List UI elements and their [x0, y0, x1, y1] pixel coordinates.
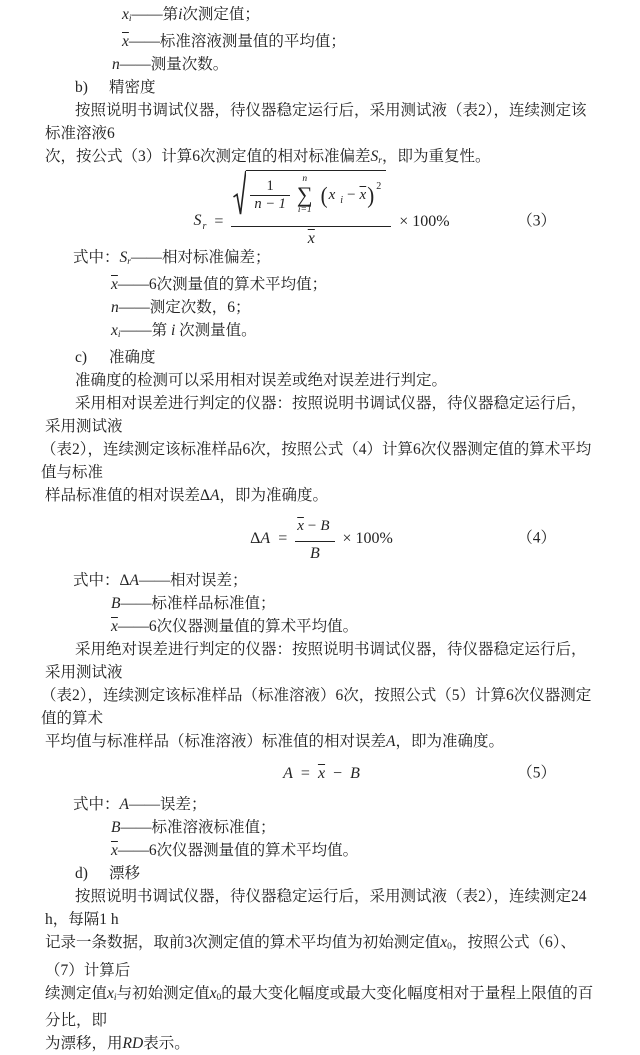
text-segment: 0: [447, 941, 452, 953]
where-clause-line: [111, 839, 598, 862]
summation: [297, 175, 313, 216]
text-segment: 准确度的检测可以采用相对误差或绝对误差进行判定。: [75, 372, 448, 390]
text-segment: A: [119, 796, 129, 814]
text-segment: $\overline{x}$: [111, 276, 118, 294]
main-fraction: [231, 170, 391, 248]
formula-3-expression: [193, 170, 449, 248]
paragraph-line: [41, 684, 598, 730]
text-segment: $\overline{x}$: [111, 842, 118, 860]
section-heading-c: [75, 346, 598, 369]
text-segment: 次测量值。: [175, 322, 257, 340]
variable-xbar: $\overline{x}$: [359, 186, 367, 203]
sum-upper-limit: n: [302, 174, 308, 185]
paragraph-line: [45, 931, 598, 981]
text-segment: 续测定值: [45, 984, 108, 1002]
text-segment: 的最大变化幅度或最大变化幅度相对于量程上限值的百分比，即: [45, 984, 594, 1029]
text-segment: 式中：Δ: [73, 572, 130, 590]
where-clause-line: [111, 816, 598, 839]
where-clause-line: [73, 246, 598, 273]
where-clause-line: [111, 615, 598, 638]
text-segment: S: [370, 148, 379, 166]
variable-B: B: [320, 517, 330, 534]
definition-line-xbar: [122, 30, 598, 53]
text-segment: 式中：: [73, 249, 120, 267]
formula-3-lhs: [193, 209, 206, 234]
text-segment: A: [209, 487, 220, 505]
equation-number-4: （4）: [517, 529, 556, 547]
text-segment: $\overline{x}$: [111, 618, 118, 636]
text-segment: 按照说明书调试仪器，待仪器稳定运行后，采用测试液（表2），连续测定该标准溶液6: [45, 102, 587, 143]
formula-5-expression: [283, 762, 360, 785]
text-segment: ——第: [131, 6, 179, 23]
variable-B: B: [350, 764, 360, 782]
text-segment: 与初始测定值: [116, 984, 210, 1002]
formula-4-expression: [250, 514, 393, 563]
text-segment: n: [111, 299, 119, 317]
minus-sign: −: [307, 517, 317, 534]
formula-4-lhs: [250, 527, 270, 550]
variable-S: S: [193, 211, 202, 229]
minus-sign: −: [347, 186, 356, 203]
text-segment: ，即为准确度。: [219, 487, 328, 505]
text-segment: ——标准样品标准值；: [120, 595, 276, 613]
formula-4: [45, 507, 598, 569]
paragraph-line: [45, 145, 598, 172]
text-segment: ，即为重复性。: [382, 148, 491, 166]
text-segment: ——6次仪器测量值的算术平均值。: [117, 842, 359, 860]
paragraph-line: [41, 438, 598, 484]
text-segment: A: [129, 572, 139, 590]
section-title: 漂移: [109, 865, 141, 883]
squared-term: [320, 181, 382, 209]
text-segment: x: [209, 984, 217, 1002]
where-clause-line: [111, 592, 598, 615]
variable-xbar: $\overline{x}$: [297, 517, 304, 534]
equals-sign: =: [278, 529, 288, 547]
times-100-percent: × 100%: [399, 212, 450, 230]
variable-B: B: [309, 544, 320, 562]
fraction-numerator: [231, 170, 391, 226]
section-marker: b): [75, 79, 88, 97]
text-segment: x: [111, 322, 118, 340]
text-segment: 式中：: [73, 796, 120, 814]
text-segment: i: [178, 6, 183, 23]
text-segment: i: [170, 322, 176, 340]
minus-sign: −: [333, 764, 343, 782]
times-100-percent: × 100%: [342, 529, 393, 547]
text-segment: x: [107, 984, 114, 1002]
fraction-numerator: [295, 514, 334, 541]
where-clause-line: [111, 319, 598, 346]
variable-xbar: $\overline{x}$: [307, 229, 315, 247]
where-clause-line: [73, 569, 598, 592]
section-title: 准确度: [109, 349, 156, 367]
exponent-2: 2: [376, 181, 382, 193]
term-xi-minus-xbar: [329, 184, 367, 208]
text-segment: ——6次测量值的算术平均值；: [117, 276, 328, 294]
text-segment: B: [111, 819, 121, 837]
paragraph-line: [45, 99, 598, 145]
text-segment: ——测量次数。: [119, 56, 229, 74]
text-segment: r: [378, 155, 382, 167]
text-segment: S: [119, 249, 128, 267]
fraction: [295, 514, 334, 563]
section-marker: d): [75, 865, 88, 883]
paragraph-line: [45, 730, 598, 753]
text-segment: x: [440, 934, 448, 952]
section-heading-b: [75, 76, 598, 99]
radical-sign-icon: [233, 170, 246, 216]
paragraph-line: [45, 369, 598, 392]
text-segment: x: [122, 6, 129, 23]
text-segment: A: [386, 733, 396, 751]
inner-fraction: [250, 178, 290, 214]
text-segment: ——标准溶液标准值；: [120, 819, 276, 837]
square-root: [233, 170, 386, 216]
radicand: [246, 170, 386, 216]
text-segment: 0: [216, 991, 222, 1003]
subscript-r: r: [202, 220, 207, 232]
where-clause-line: [111, 296, 598, 319]
text-segment: ——相对标准偏差；: [131, 249, 271, 267]
text-segment: ——误差；: [128, 796, 207, 814]
equation-number-3: （3）: [517, 212, 556, 230]
paragraph-line: [45, 982, 598, 1032]
section-title: 精密度: [109, 79, 156, 97]
text-segment: i: [128, 13, 132, 25]
where-clause-line: [111, 273, 598, 296]
text-segment: 次测定值；: [182, 6, 260, 23]
text-segment: 按照说明书调试仪器，待仪器稳定运行后，采用测试液（表2），连续测定24 h，每隔1 h: [45, 888, 587, 929]
paragraph-line: [45, 392, 598, 438]
open-paren: (: [320, 181, 328, 209]
variable-x: x: [328, 186, 336, 203]
text-segment: ，即为准确度。: [395, 733, 504, 751]
sigma-icon: ∑: [296, 181, 313, 207]
text-segment: 平均值与标准样品（标准溶液）标准值的相对误差: [45, 733, 387, 751]
definition-line-n: [112, 53, 598, 76]
variable-A: A: [283, 764, 293, 782]
equation-number-5: （5）: [517, 764, 556, 782]
definition-line-xi: [122, 3, 598, 30]
formula-5: [45, 753, 598, 793]
equals-sign: =: [300, 764, 310, 782]
text-segment: r: [127, 256, 131, 268]
text-segment: B: [111, 595, 121, 613]
formula-3: [45, 172, 598, 246]
close-paren: ): [367, 181, 375, 209]
subscript-i: i: [340, 194, 344, 206]
sum-lower-limit: i=1: [297, 205, 312, 216]
text-segment: （表2），连续测定该标准样品6次，按照公式（4）计算6次仪器测定值的算术平均值与标准: [41, 441, 592, 482]
variable-A: A: [260, 529, 271, 547]
where-clause-line: [73, 793, 598, 816]
section-marker: c): [75, 349, 88, 367]
variable-xbar: $\overline{x}$: [317, 764, 326, 782]
equals-sign: =: [214, 212, 224, 230]
text-segment: 采用相对误差进行判定的仪器：按照说明书调试仪器，待仪器稳定运行后，采用测试液: [45, 395, 587, 436]
paragraph-line: [45, 1032, 598, 1055]
text-segment: ——第: [120, 322, 171, 340]
text-segment: 为漂移，用: [45, 1034, 123, 1052]
paragraph-line: [45, 885, 598, 931]
section-heading-d: [75, 862, 598, 885]
text-segment: i: [117, 329, 121, 341]
text-segment: ——标准溶液测量值的平均值；: [128, 33, 346, 51]
text-segment: ——6次仪器测量值的算术平均值。: [117, 618, 359, 636]
text-segment: $\overline{x}$: [122, 33, 129, 51]
text-segment: 采用绝对误差进行判定的仪器：按照说明书调试仪器，待仪器稳定运行后，采用测试液: [45, 641, 587, 682]
text-segment: ，按照公式（6）、（7）计算后: [45, 934, 576, 979]
text-segment: 记录一条数据，取前3次测定值的算术平均值为初始测定值: [45, 934, 441, 952]
text-segment: 样品标准值的相对误差Δ: [45, 487, 210, 505]
text-segment: （表2），连续测定该标准样品（标准溶液）6次，按照公式（5）计算6次仪器测定值的算术: [41, 687, 592, 728]
text-segment: 表示。: [143, 1034, 190, 1052]
text-segment: n: [112, 56, 120, 74]
fraction-denominator: [310, 542, 320, 563]
text-segment: 次，按公式（3）计算6次测定值的相对标准偏差: [45, 148, 371, 166]
text-segment: i: [113, 991, 117, 1003]
paragraph-line: [45, 484, 598, 507]
delta-symbol: Δ: [250, 529, 261, 547]
fraction-denominator: [308, 227, 315, 248]
paragraph-line: [45, 638, 598, 684]
text-segment: RD: [122, 1034, 144, 1052]
term-xbar-minus-B: [297, 515, 329, 538]
numerator-one: 1: [266, 177, 274, 194]
denominator-n-minus-1: n − 1: [254, 196, 286, 213]
text-segment: ——相对误差；: [138, 572, 248, 590]
text-segment: ——测定次数，6；: [118, 299, 251, 317]
